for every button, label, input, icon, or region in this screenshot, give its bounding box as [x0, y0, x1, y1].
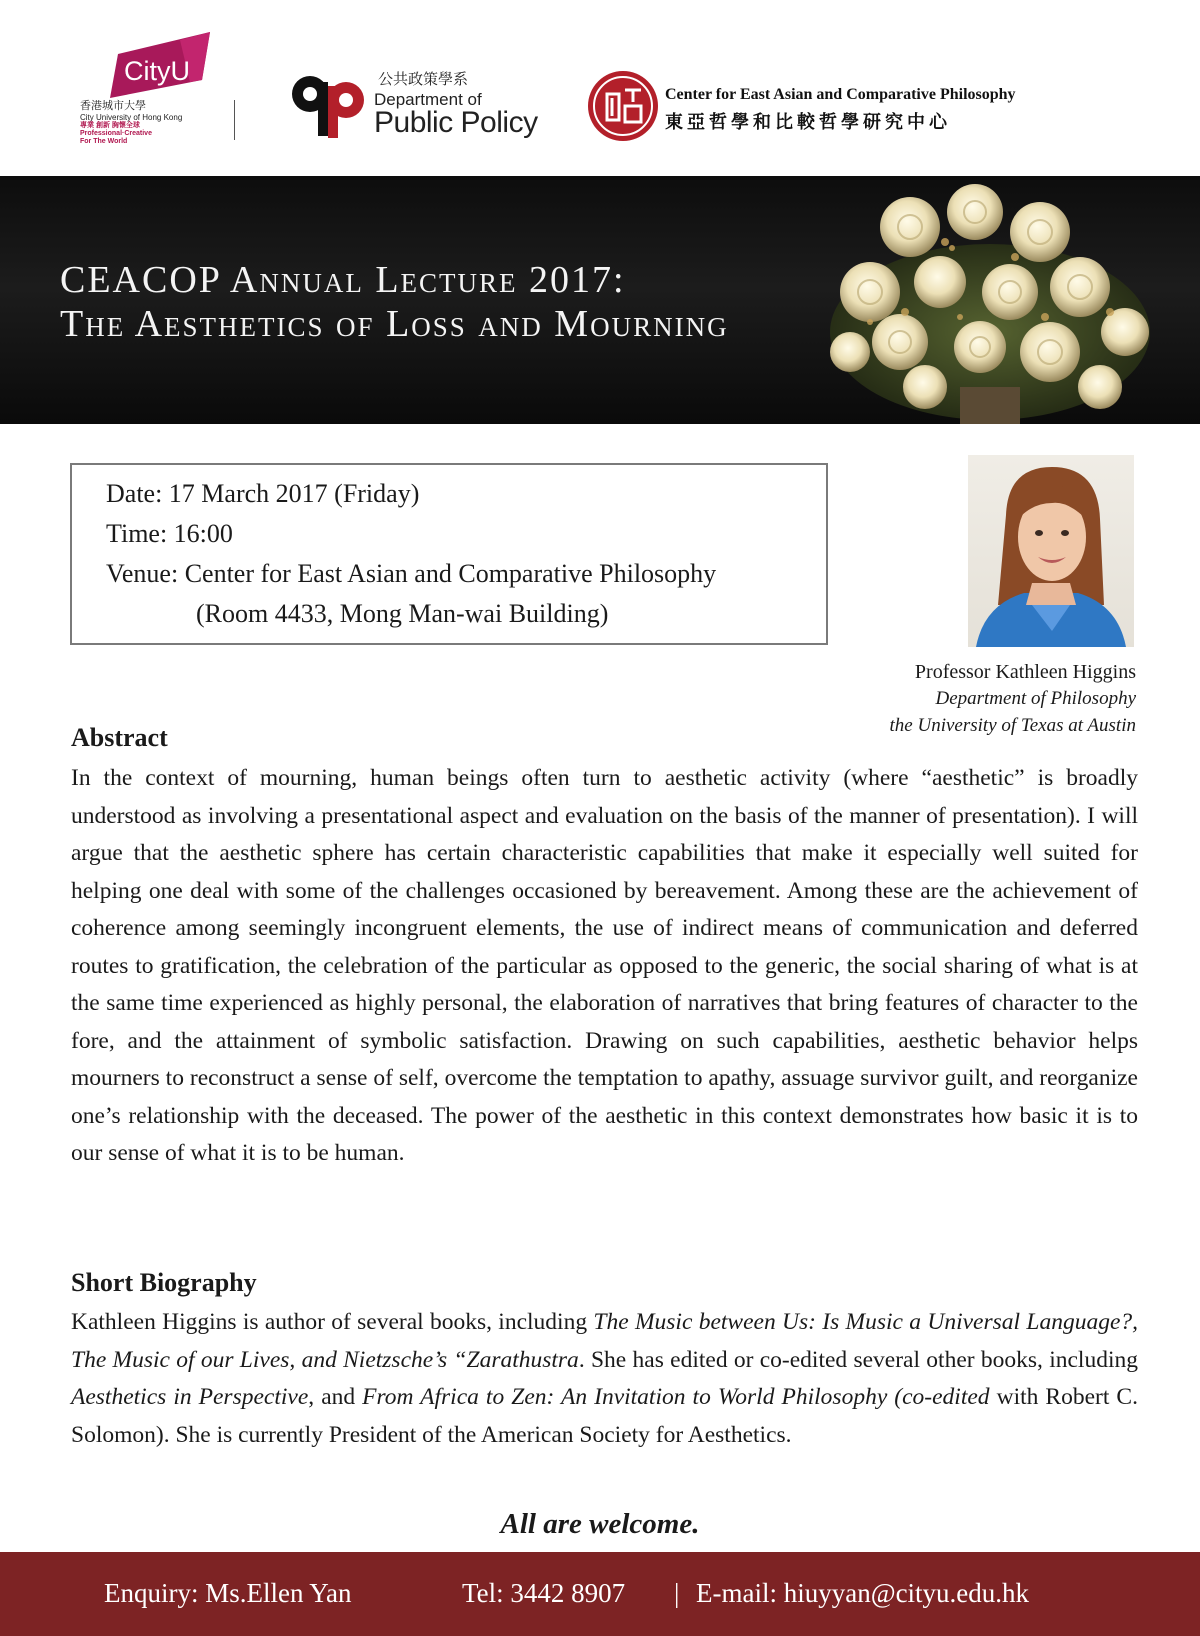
- speaker-portrait-image: [968, 455, 1134, 647]
- welcome-note: All are welcome.: [500, 1508, 700, 1540]
- logo-header: [0, 0, 1200, 176]
- dpp-name-zh: 公共政策學系: [378, 70, 469, 88]
- cityu-motto-en-1: Professional·Creative: [80, 129, 152, 137]
- telephone: Tel: 3442 8907: [462, 1578, 626, 1608]
- bio-text-3: , and: [308, 1384, 363, 1410]
- cityu-motto-en-2: For The World: [80, 137, 128, 145]
- lecture-title-line1: CEACOP Annual Lecture 2017:: [60, 259, 626, 301]
- event-date: Date: 17 March 2017 (Friday): [106, 479, 420, 508]
- cityu-emblem-icon: [110, 32, 220, 102]
- cityu-name-en: City University of Hong Kong: [80, 112, 183, 122]
- cityu-logo: [80, 32, 240, 162]
- contact-footer: [0, 1552, 1200, 1636]
- event-time: Time: 16:00: [106, 519, 233, 548]
- abstract-heading: Abstract: [71, 723, 168, 752]
- lecture-title-line2: The Aesthetics of Loss and Mourning: [60, 303, 729, 345]
- biography-text: [71, 1304, 1138, 1454]
- speaker-department: Department of Philosophy: [935, 688, 1136, 709]
- speaker-university: the University of Texas at Austin: [889, 715, 1136, 736]
- abstract-text: In the context of mourning, human beings often turn to aesthetic activity (where “aesthetic” is broadly understood as involving a presentational aspect and evaluation on the basis of the manner of presentation). I will argue that the aesthetic sphere has certain characteristic capabilities that make it especially well suited for helping one deal with some of the challenges occasioned by bereavement. Among these are the achievement of coherence among seemingly incongruent elements, the use of indirect means of communication and deferred routes to gratification, the celebration of the particular as opposed to the generic, the social sharing of what is at the same time experienced as highly personal, the elaboration of narratives that bring features of character to the fore, and the attainment of symbolic satisfaction. Drawing on such capabilities, aesthetic behavior helps mourners to reconstruct a sense of self, overcome the temptation to apathy, assuage survivor guilt, and reorganize one’s relationship with the deceased. The power of the aesthetic in this context demonstrates how basic it is to our sense of what it is to be human.: [71, 765, 1138, 1166]
- bio-text-2: . She has edited or co-edited several other books, including: [578, 1346, 1138, 1373]
- speaker-name: Professor Kathleen Higgins: [914, 661, 1136, 683]
- bio-edited-title-1: Aesthetics in Perspective: [71, 1384, 309, 1410]
- event-details-box: [70, 463, 828, 645]
- ceacop-seal-icon: [585, 68, 661, 144]
- cityu-motto-zh: 專業 創新 胸懷全球: [80, 121, 140, 129]
- ceacop-name-en: Center for East Asian and Comparative Philosophy: [665, 86, 1016, 103]
- title-banner: [0, 176, 1200, 424]
- public-policy-logo: [290, 66, 550, 146]
- bio-text-4: with Robert C. Solomon). She is currently President of the American Society for Aesthetics.: [71, 1384, 1138, 1448]
- public-policy-mark-icon: [290, 72, 370, 142]
- cityu-name-zh: 香港城市大學: [80, 100, 146, 112]
- enquiry-contact: Enquiry: Ms.Ellen Yan: [104, 1578, 352, 1608]
- footer-separator: |: [674, 1578, 680, 1608]
- event-venue: Venue: Center for East Asian and Comparative Philosophy: [106, 559, 717, 588]
- bio-text-1: Kathleen Higgins is author of several books, including: [71, 1309, 594, 1335]
- ceacop-logo: [585, 68, 1045, 148]
- logo-divider: [234, 100, 235, 140]
- rose-bouquet-image: [810, 182, 1160, 424]
- ceacop-name-zh: 東亞哲學和比較哲學研究中心: [665, 112, 951, 133]
- cityu-wordmark: CityU: [124, 56, 190, 86]
- bio-book-titles: The Music between Us: Is Music a Universal Language?, The Music of our Lives, and Nietzsche’s “Zarathustra: [71, 1309, 1138, 1373]
- biography-heading: Short Biography: [71, 1268, 257, 1297]
- dpp-line1: Department of: [374, 90, 482, 109]
- speaker-caption: [890, 659, 1136, 739]
- event-venue-detail: (Room 4433, Mong Man-wai Building): [196, 599, 609, 628]
- email-contact[interactable]: E-mail: hiuyyan@cityu.edu.hk: [696, 1578, 1030, 1608]
- speaker-photo: [968, 455, 1134, 647]
- dpp-line2: Public Policy: [374, 106, 538, 139]
- bio-edited-title-2: From Africa to Zen: An Invitation to World Philosophy (co-edited: [362, 1384, 990, 1410]
- lecture-title: [60, 258, 729, 346]
